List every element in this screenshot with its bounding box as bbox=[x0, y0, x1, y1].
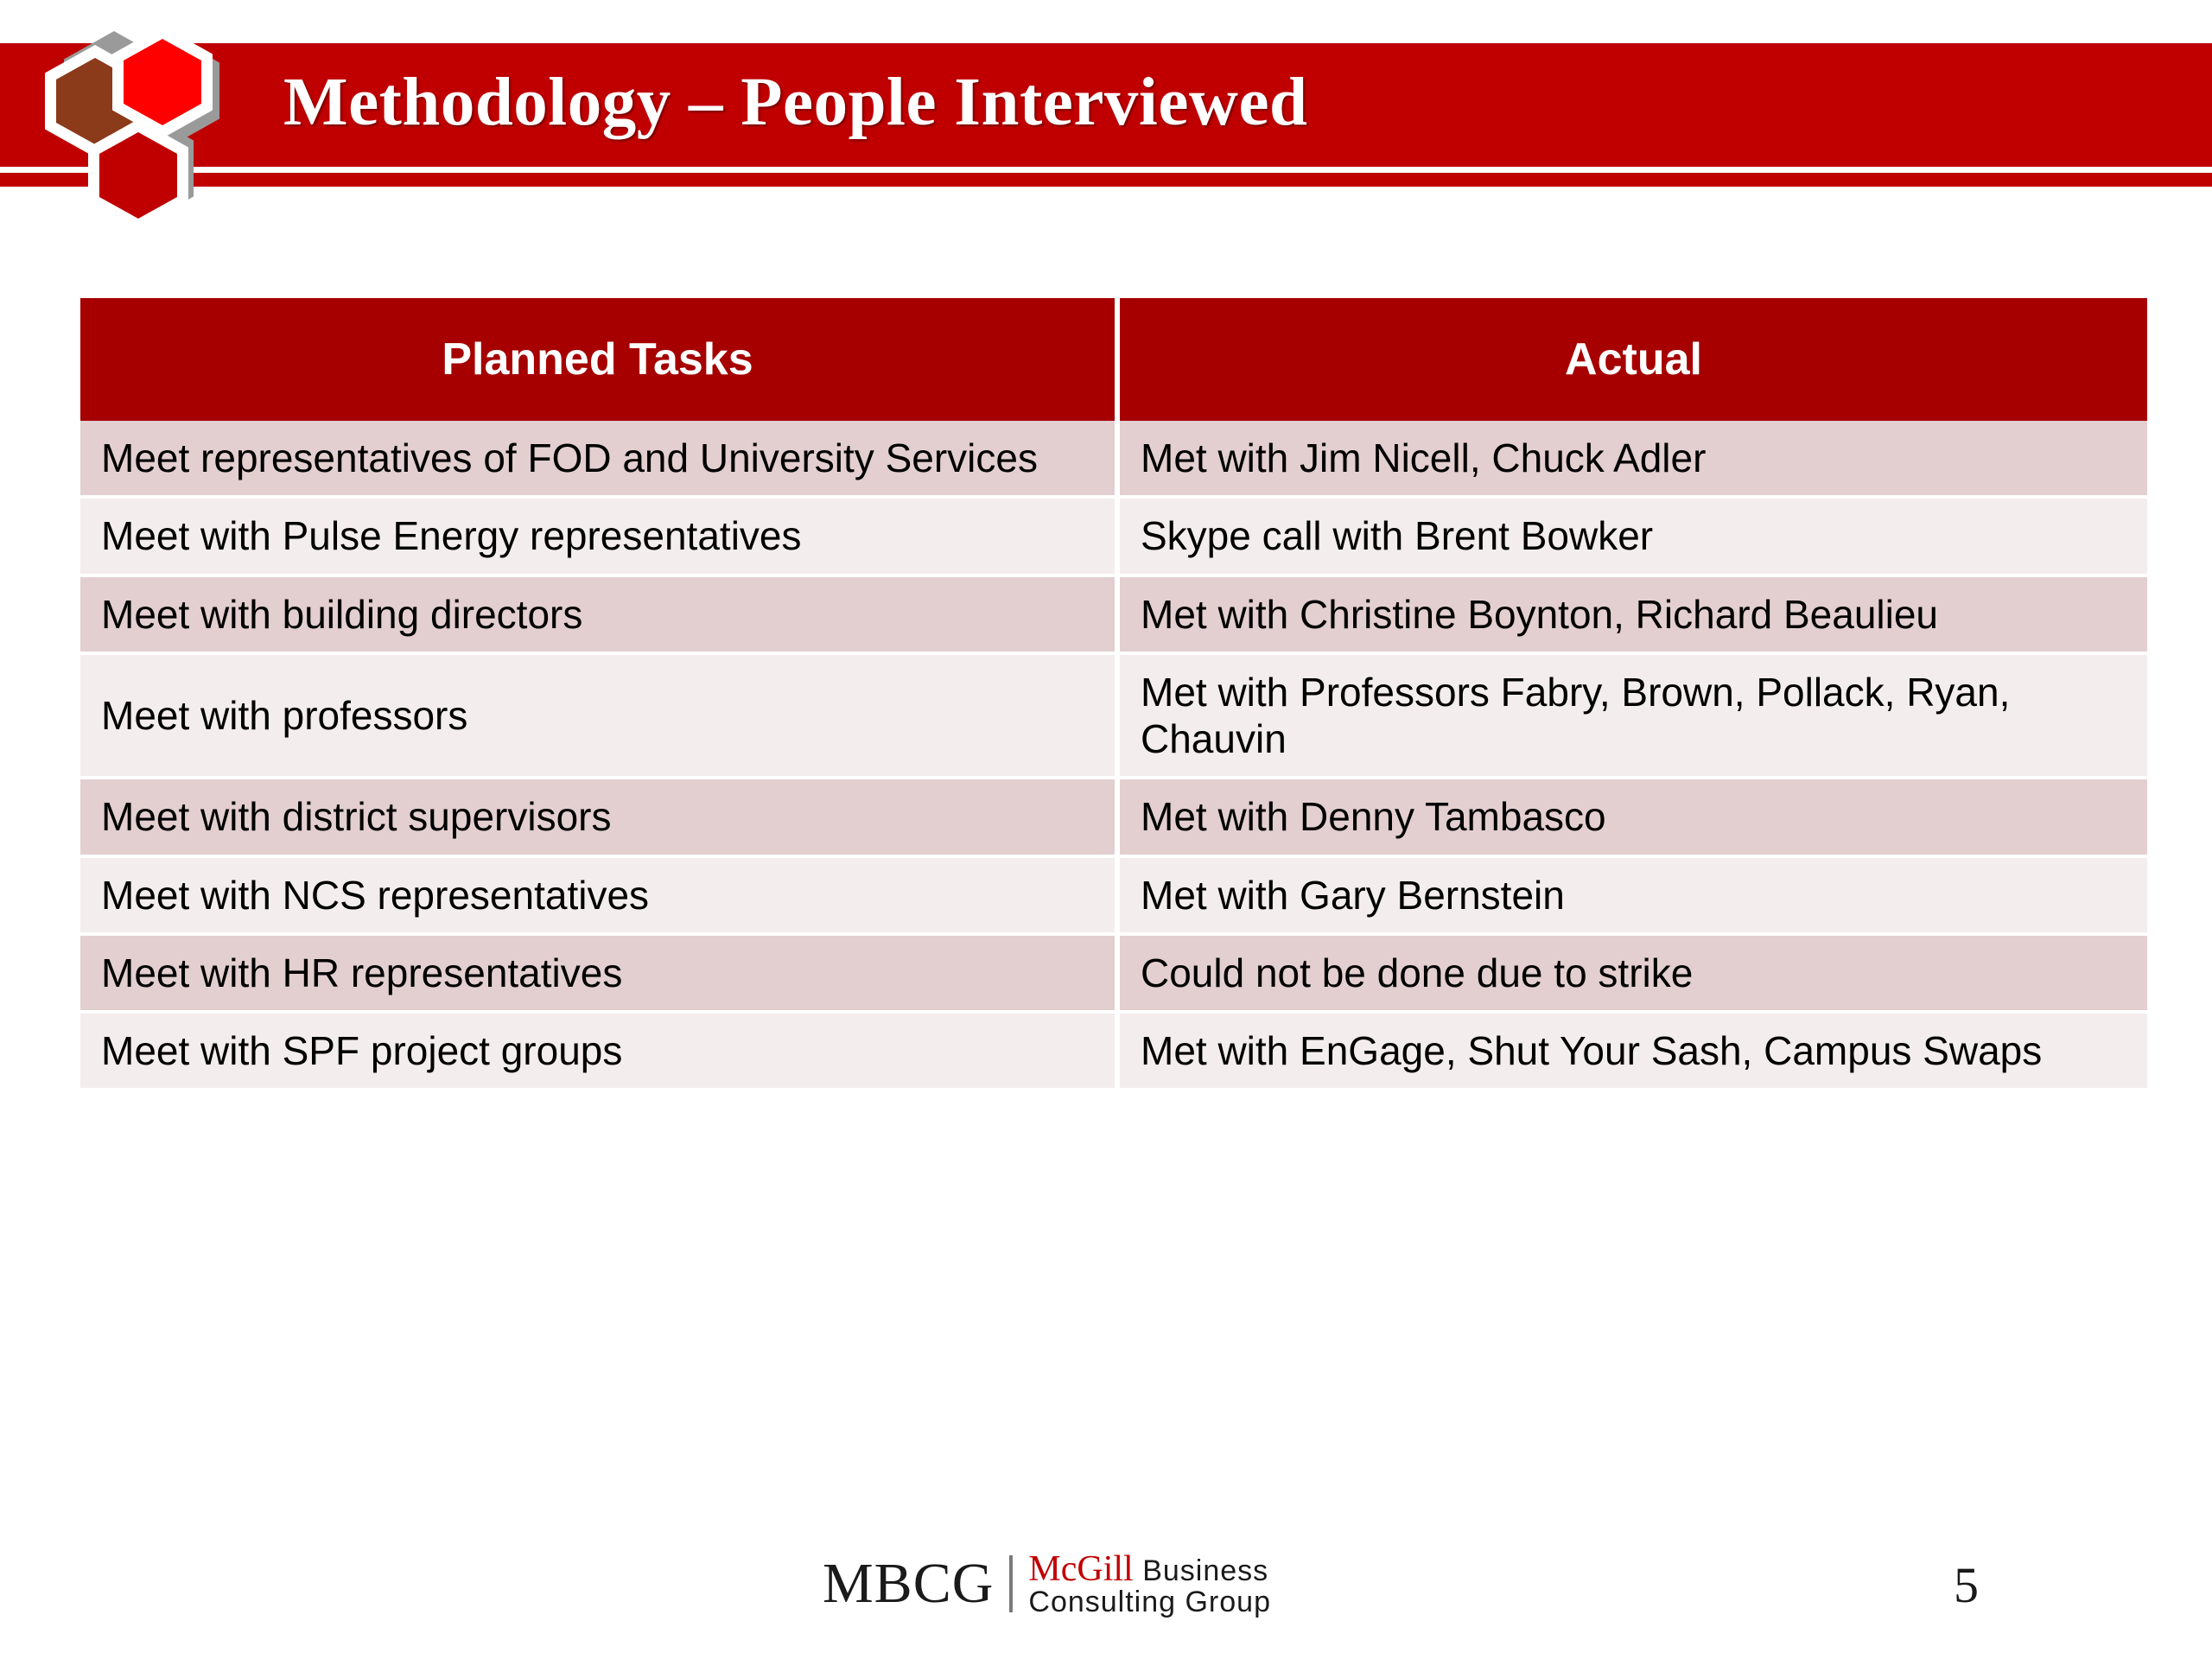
cell-planned: Meet with professors bbox=[80, 653, 1117, 779]
hexagon-logo bbox=[26, 22, 242, 243]
interviews-table bbox=[80, 298, 2147, 1091]
cell-planned: Meet representatives of FOD and University Services bbox=[80, 421, 1117, 497]
page-title: Methodology – People Interviewed bbox=[283, 65, 1308, 140]
table-row bbox=[80, 934, 2147, 1012]
business-word: Business bbox=[1142, 1554, 1269, 1587]
table-row bbox=[80, 653, 2147, 779]
consulting-group-words: Consulting Group bbox=[1028, 1586, 1271, 1619]
cell-planned: Meet with NCS representatives bbox=[80, 856, 1117, 934]
logo-divider bbox=[1009, 1555, 1013, 1612]
table-row bbox=[80, 421, 2147, 497]
cell-actual: Met with EnGage, Shut Your Sash, Campus Swaps bbox=[1117, 1012, 2147, 1090]
table-row bbox=[80, 856, 2147, 934]
cell-actual: Met with Christine Boynton, Richard Beaulieu bbox=[1117, 575, 2147, 653]
page-number: 5 bbox=[1954, 1557, 1979, 1613]
slide-footer bbox=[0, 1529, 2212, 1624]
mbcg-wordmark: MBCG bbox=[823, 1552, 995, 1616]
mcgill-wordmark: McGill bbox=[1028, 1548, 1134, 1589]
mcgill-business-consulting-group bbox=[1028, 1548, 1271, 1619]
cell-actual: Skype call with Brent Bowker bbox=[1117, 497, 2147, 575]
mbcg-logo bbox=[823, 1548, 1271, 1619]
column-header-planned-tasks: Planned Tasks bbox=[80, 298, 1117, 421]
cell-planned: Meet with SPF project groups bbox=[80, 1012, 1117, 1090]
table-row bbox=[80, 1012, 2147, 1090]
cell-planned: Meet with Pulse Energy representatives bbox=[80, 497, 1117, 575]
table-row bbox=[80, 497, 2147, 575]
column-header-actual: Actual bbox=[1117, 298, 2147, 421]
cell-actual: Met with Gary Bernstein bbox=[1117, 856, 2147, 934]
cell-actual-alert: Could not be done due to strike bbox=[1117, 934, 2147, 1012]
table-row bbox=[80, 575, 2147, 653]
cell-planned: Meet with building directors bbox=[80, 575, 1117, 653]
slide-header bbox=[0, 22, 2212, 195]
cell-planned: Meet with district supervisors bbox=[80, 778, 1117, 855]
table-header-row bbox=[80, 298, 2147, 421]
cell-planned: Meet with HR representatives bbox=[80, 934, 1117, 1012]
cell-actual: Met with Denny Tambasco bbox=[1117, 778, 2147, 855]
cell-actual: Met with Jim Nicell, Chuck Adler bbox=[1117, 421, 2147, 497]
header-band-underline bbox=[0, 173, 2212, 187]
table-row bbox=[80, 778, 2147, 855]
cell-actual: Met with Professors Fabry, Brown, Pollack, Ryan, Chauvin bbox=[1117, 653, 2147, 779]
